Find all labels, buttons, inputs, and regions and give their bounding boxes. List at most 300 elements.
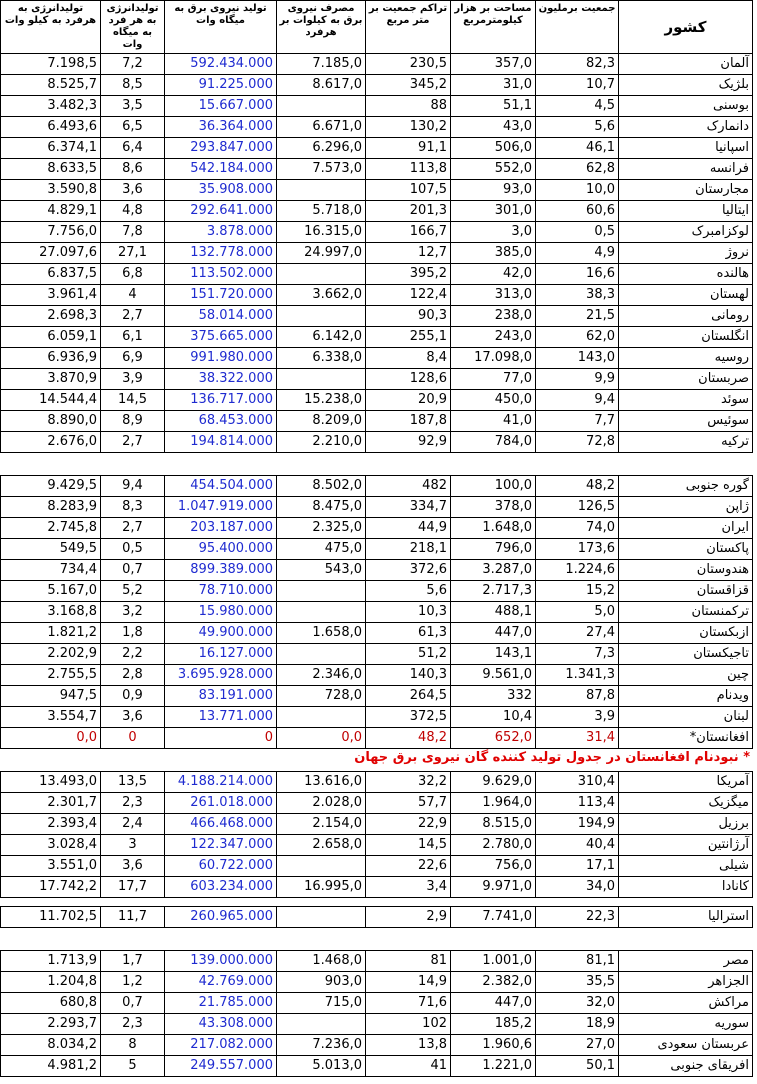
cell-area[interactable]: 1.960,6 [451, 1035, 536, 1056]
cell-area[interactable]: 506,0 [451, 138, 536, 159]
cell-production-mw[interactable]: 21.785.000 [165, 993, 277, 1014]
cell-density[interactable]: 61,3 [366, 623, 451, 644]
cell-population[interactable]: 9,9 [536, 369, 619, 390]
cell-density[interactable]: 10,3 [366, 602, 451, 623]
cell-density[interactable]: 14,5 [366, 835, 451, 856]
cell-population[interactable]: 81,1 [536, 951, 619, 972]
cell-country[interactable]: الجزاهر [619, 972, 753, 993]
cell-per-capita-kwh[interactable]: 734,4 [1, 560, 101, 581]
cell-per-capita-kwh[interactable]: 5.167,0 [1, 581, 101, 602]
cell-per-capita-kwh[interactable]: 6.837,5 [1, 264, 101, 285]
cell-per-capita-kwh[interactable]: 2.698,3 [1, 306, 101, 327]
cell-area[interactable]: 185,2 [451, 1014, 536, 1035]
cell-production-mw[interactable]: 292.641.000 [165, 201, 277, 222]
cell-per-capita-kwh[interactable]: 4.981,2 [1, 1056, 101, 1077]
cell-population[interactable]: 10,7 [536, 75, 619, 96]
cell-per-capita-mw[interactable]: 6,8 [101, 264, 165, 285]
cell-consumption-kwh[interactable]: 2.325,0 [277, 518, 366, 539]
cell-area[interactable]: 378,0 [451, 497, 536, 518]
cell-per-capita-kwh[interactable]: 2.393,4 [1, 814, 101, 835]
cell-per-capita-kwh[interactable]: 8.633,5 [1, 159, 101, 180]
cell-country[interactable]: استرالیا [619, 907, 753, 928]
cell-area[interactable]: 1.648,0 [451, 518, 536, 539]
cell-density[interactable]: 102 [366, 1014, 451, 1035]
cell-per-capita-kwh[interactable]: 6.059,1 [1, 327, 101, 348]
cell-per-capita-kwh[interactable]: 2.755,5 [1, 665, 101, 686]
cell-population[interactable]: 27,4 [536, 623, 619, 644]
cell-per-capita-mw[interactable]: 6,9 [101, 348, 165, 369]
cell-population[interactable]: 72,8 [536, 432, 619, 453]
cell-country[interactable]: سوئد [619, 390, 753, 411]
cell-area[interactable]: 93,0 [451, 180, 536, 201]
cell-production-mw[interactable]: 49.900.000 [165, 623, 277, 644]
cell-country[interactable]: گوره جنوبی [619, 476, 753, 497]
cell-density[interactable]: 140,3 [366, 665, 451, 686]
cell-per-capita-mw[interactable]: 5,2 [101, 581, 165, 602]
cell-population[interactable]: 82,3 [536, 54, 619, 75]
cell-area[interactable]: 301,0 [451, 201, 536, 222]
cell-per-capita-mw[interactable]: 17,7 [101, 877, 165, 898]
cell-consumption-kwh[interactable] [277, 180, 366, 201]
cell-area[interactable]: 2.717,3 [451, 581, 536, 602]
cell-per-capita-kwh[interactable]: 4.829,1 [1, 201, 101, 222]
cell-density[interactable]: 41 [366, 1056, 451, 1077]
cell-population[interactable]: 310,4 [536, 772, 619, 793]
cell-country[interactable]: رومانی [619, 306, 753, 327]
cell-consumption-kwh[interactable] [277, 369, 366, 390]
cell-production-mw[interactable]: 1.047.919.000 [165, 497, 277, 518]
cell-per-capita-kwh[interactable]: 11.702,5 [1, 907, 101, 928]
cell-per-capita-mw[interactable]: 3,2 [101, 602, 165, 623]
cell-production-mw[interactable]: 3.695.928.000 [165, 665, 277, 686]
cell-consumption-kwh[interactable]: 2.658,0 [277, 835, 366, 856]
cell-country[interactable]: بوسنی [619, 96, 753, 117]
cell-per-capita-mw[interactable]: 8,9 [101, 411, 165, 432]
cell-population[interactable]: 4,9 [536, 243, 619, 264]
cell-country[interactable]: فرانسه [619, 159, 753, 180]
cell-per-capita-kwh[interactable]: 1.821,2 [1, 623, 101, 644]
cell-production-mw[interactable]: 375.665.000 [165, 327, 277, 348]
cell-density[interactable]: 71,6 [366, 993, 451, 1014]
cell-country[interactable]: ترکیه [619, 432, 753, 453]
cell-per-capita-mw[interactable]: 0,9 [101, 686, 165, 707]
cell-density[interactable]: 218,1 [366, 539, 451, 560]
cell-production-mw[interactable]: 122.347.000 [165, 835, 277, 856]
cell-country[interactable]: آمریکا [619, 772, 753, 793]
cell-country[interactable]: سوئیس [619, 411, 753, 432]
cell-production-mw[interactable]: 603.234.000 [165, 877, 277, 898]
cell-country[interactable]: چین [619, 665, 753, 686]
cell-consumption-kwh[interactable]: 2.346,0 [277, 665, 366, 686]
cell-production-mw[interactable]: 68.453.000 [165, 411, 277, 432]
cell-population[interactable]: 4,5 [536, 96, 619, 117]
cell-population[interactable]: 46,1 [536, 138, 619, 159]
cell-density[interactable]: 13,8 [366, 1035, 451, 1056]
cell-per-capita-mw[interactable]: 8 [101, 1035, 165, 1056]
cell-density[interactable]: 3,4 [366, 877, 451, 898]
cell-per-capita-kwh[interactable]: 7.198,5 [1, 54, 101, 75]
cell-population[interactable]: 22,3 [536, 907, 619, 928]
cell-production-mw[interactable]: 249.557.000 [165, 1056, 277, 1077]
cell-area[interactable]: 3.287,0 [451, 560, 536, 581]
cell-country[interactable]: انگلستان [619, 327, 753, 348]
cell-per-capita-kwh[interactable]: 3.551,0 [1, 856, 101, 877]
cell-production-mw[interactable]: 217.082.000 [165, 1035, 277, 1056]
cell-population[interactable]: 34,0 [536, 877, 619, 898]
cell-density[interactable]: 201,3 [366, 201, 451, 222]
cell-density[interactable]: 122,4 [366, 285, 451, 306]
cell-per-capita-mw[interactable]: 2,7 [101, 518, 165, 539]
cell-production-mw[interactable]: 35.908.000 [165, 180, 277, 201]
cell-population[interactable]: 21,5 [536, 306, 619, 327]
cell-area[interactable]: 332 [451, 686, 536, 707]
cell-consumption-kwh[interactable]: 2.210,0 [277, 432, 366, 453]
cell-production-mw[interactable]: 43.308.000 [165, 1014, 277, 1035]
cell-consumption-kwh[interactable]: 8.475,0 [277, 497, 366, 518]
cell-population[interactable]: 62,8 [536, 159, 619, 180]
cell-consumption-kwh[interactable]: 2.154,0 [277, 814, 366, 835]
cell-area[interactable]: 2.780,0 [451, 835, 536, 856]
cell-area[interactable]: 9.561,0 [451, 665, 536, 686]
cell-per-capita-mw[interactable]: 2,7 [101, 306, 165, 327]
cell-population[interactable]: 7,3 [536, 644, 619, 665]
cell-production-mw[interactable]: 3.878.000 [165, 222, 277, 243]
cell-consumption-kwh[interactable] [277, 644, 366, 665]
cell-population[interactable]: 1.341,3 [536, 665, 619, 686]
cell-country[interactable]: آرژانتین [619, 835, 753, 856]
cell-per-capita-kwh[interactable]: 6.493,6 [1, 117, 101, 138]
cell-country[interactable]: مجارستان [619, 180, 753, 201]
cell-per-capita-kwh[interactable]: 3.168,8 [1, 602, 101, 623]
cell-country[interactable]: ایران [619, 518, 753, 539]
cell-consumption-kwh[interactable]: 5.013,0 [277, 1056, 366, 1077]
cell-production-mw[interactable]: 261.018.000 [165, 793, 277, 814]
cell-per-capita-mw[interactable]: 8,3 [101, 497, 165, 518]
cell-area[interactable]: 43,0 [451, 117, 536, 138]
cell-population[interactable]: 60,6 [536, 201, 619, 222]
cell-consumption-kwh[interactable]: 543,0 [277, 560, 366, 581]
cell-density[interactable]: 8,4 [366, 348, 451, 369]
cell-density[interactable]: 255,1 [366, 327, 451, 348]
cell-country[interactable]: برزیل [619, 814, 753, 835]
cell-consumption-kwh[interactable]: 6.671,0 [277, 117, 366, 138]
cell-consumption-kwh[interactable] [277, 581, 366, 602]
cell-density[interactable]: 130,2 [366, 117, 451, 138]
cell-country[interactable]: سوریه [619, 1014, 753, 1035]
cell-consumption-kwh[interactable] [277, 856, 366, 877]
cell-population[interactable]: 5,6 [536, 117, 619, 138]
cell-production-mw[interactable]: 36.364.000 [165, 117, 277, 138]
cell-country[interactable]: نروژ [619, 243, 753, 264]
cell-consumption-kwh[interactable]: 475,0 [277, 539, 366, 560]
cell-production-mw[interactable]: 13.771.000 [165, 707, 277, 728]
cell-density[interactable]: 90,3 [366, 306, 451, 327]
cell-density[interactable]: 113,8 [366, 159, 451, 180]
cell-per-capita-kwh[interactable]: 2.676,0 [1, 432, 101, 453]
cell-consumption-kwh[interactable]: 8.502,0 [277, 476, 366, 497]
cell-density[interactable]: 230,5 [366, 54, 451, 75]
cell-production-mw[interactable]: 293.847.000 [165, 138, 277, 159]
cell-density[interactable]: 44,9 [366, 518, 451, 539]
cell-per-capita-kwh[interactable]: 13.493,0 [1, 772, 101, 793]
cell-per-capita-mw[interactable]: 3,6 [101, 707, 165, 728]
cell-area[interactable]: 447,0 [451, 993, 536, 1014]
cell-production-mw[interactable]: 466.468.000 [165, 814, 277, 835]
cell-area[interactable]: 42,0 [451, 264, 536, 285]
cell-consumption-kwh[interactable]: 16.995,0 [277, 877, 366, 898]
cell-production-mw[interactable]: 15.980.000 [165, 602, 277, 623]
cell-consumption-kwh[interactable] [277, 306, 366, 327]
cell-population[interactable]: 113,4 [536, 793, 619, 814]
cell-area[interactable]: 313,0 [451, 285, 536, 306]
cell-consumption-kwh[interactable]: 2.028,0 [277, 793, 366, 814]
cell-consumption-kwh[interactable]: 15.238,0 [277, 390, 366, 411]
cell-area[interactable]: 10,4 [451, 707, 536, 728]
cell-consumption-kwh[interactable]: 0,0 [277, 728, 366, 749]
cell-density[interactable]: 482 [366, 476, 451, 497]
cell-per-capita-mw[interactable]: 1,8 [101, 623, 165, 644]
cell-per-capita-mw[interactable]: 5 [101, 1056, 165, 1077]
cell-production-mw[interactable]: 203.187.000 [165, 518, 277, 539]
cell-per-capita-mw[interactable]: 4 [101, 285, 165, 306]
cell-density[interactable]: 395,2 [366, 264, 451, 285]
cell-density[interactable]: 264,5 [366, 686, 451, 707]
cell-production-mw[interactable]: 4.188.214.000 [165, 772, 277, 793]
cell-per-capita-mw[interactable]: 6,1 [101, 327, 165, 348]
cell-density[interactable]: 166,7 [366, 222, 451, 243]
cell-production-mw[interactable]: 454.504.000 [165, 476, 277, 497]
cell-per-capita-kwh[interactable]: 3.870,9 [1, 369, 101, 390]
cell-per-capita-mw[interactable]: 3,6 [101, 856, 165, 877]
cell-production-mw[interactable]: 58.014.000 [165, 306, 277, 327]
cell-area[interactable]: 238,0 [451, 306, 536, 327]
cell-production-mw[interactable]: 991.980.000 [165, 348, 277, 369]
cell-production-mw[interactable]: 91.225.000 [165, 75, 277, 96]
cell-consumption-kwh[interactable]: 8.617,0 [277, 75, 366, 96]
cell-per-capita-mw[interactable]: 2,7 [101, 432, 165, 453]
cell-per-capita-mw[interactable]: 8,6 [101, 159, 165, 180]
cell-country[interactable]: لهستان [619, 285, 753, 306]
cell-consumption-kwh[interactable] [277, 96, 366, 117]
cell-density[interactable]: 345,2 [366, 75, 451, 96]
cell-per-capita-kwh[interactable]: 3.554,7 [1, 707, 101, 728]
cell-per-capita-kwh[interactable]: 2.301,7 [1, 793, 101, 814]
cell-country[interactable]: روسیه [619, 348, 753, 369]
cell-area[interactable]: 8.515,0 [451, 814, 536, 835]
cell-population[interactable]: 35,5 [536, 972, 619, 993]
cell-per-capita-mw[interactable]: 8,5 [101, 75, 165, 96]
cell-production-mw[interactable]: 136.717.000 [165, 390, 277, 411]
cell-country[interactable]: ژاپن [619, 497, 753, 518]
cell-per-capita-kwh[interactable]: 9.429,5 [1, 476, 101, 497]
cell-production-mw[interactable]: 60.722.000 [165, 856, 277, 877]
cell-country[interactable]: هندوستان [619, 560, 753, 581]
cell-production-mw[interactable]: 15.667.000 [165, 96, 277, 117]
cell-density[interactable]: 14,9 [366, 972, 451, 993]
cell-consumption-kwh[interactable]: 903,0 [277, 972, 366, 993]
cell-per-capita-mw[interactable]: 11,7 [101, 907, 165, 928]
cell-production-mw[interactable]: 194.814.000 [165, 432, 277, 453]
cell-area[interactable]: 552,0 [451, 159, 536, 180]
cell-production-mw[interactable]: 132.778.000 [165, 243, 277, 264]
cell-density[interactable]: 22,9 [366, 814, 451, 835]
cell-production-mw[interactable]: 899.389.000 [165, 560, 277, 581]
cell-per-capita-mw[interactable]: 2,3 [101, 1014, 165, 1035]
cell-per-capita-mw[interactable]: 6,4 [101, 138, 165, 159]
cell-consumption-kwh[interactable]: 1.658,0 [277, 623, 366, 644]
cell-population[interactable]: 17,1 [536, 856, 619, 877]
cell-country[interactable]: لبنان [619, 707, 753, 728]
cell-area[interactable]: 143,1 [451, 644, 536, 665]
cell-country[interactable]: قزاقستان [619, 581, 753, 602]
cell-country[interactable]: ترکمنستان [619, 602, 753, 623]
cell-population[interactable]: 32,0 [536, 993, 619, 1014]
cell-area[interactable]: 77,0 [451, 369, 536, 390]
cell-country[interactable]: شیلی [619, 856, 753, 877]
cell-production-mw[interactable]: 592.434.000 [165, 54, 277, 75]
cell-country[interactable]: عربستان سعودی [619, 1035, 753, 1056]
cell-area[interactable]: 447,0 [451, 623, 536, 644]
cell-country[interactable]: افغانستان* [619, 728, 753, 749]
cell-production-mw[interactable]: 42.769.000 [165, 972, 277, 993]
cell-per-capita-kwh[interactable]: 1.713,9 [1, 951, 101, 972]
cell-consumption-kwh[interactable]: 6.296,0 [277, 138, 366, 159]
cell-per-capita-mw[interactable]: 0,5 [101, 539, 165, 560]
cell-area[interactable]: 9.971,0 [451, 877, 536, 898]
cell-per-capita-kwh[interactable]: 8.283,9 [1, 497, 101, 518]
cell-density[interactable]: 12,7 [366, 243, 451, 264]
cell-production-mw[interactable]: 151.720.000 [165, 285, 277, 306]
cell-consumption-kwh[interactable]: 5.718,0 [277, 201, 366, 222]
cell-population[interactable]: 0,5 [536, 222, 619, 243]
cell-area[interactable]: 1.001,0 [451, 951, 536, 972]
cell-consumption-kwh[interactable]: 3.662,0 [277, 285, 366, 306]
cell-per-capita-kwh[interactable]: 0,0 [1, 728, 101, 749]
cell-per-capita-kwh[interactable]: 3.482,3 [1, 96, 101, 117]
cell-country[interactable]: اسپانیا [619, 138, 753, 159]
cell-density[interactable]: 81 [366, 951, 451, 972]
cell-population[interactable]: 18,9 [536, 1014, 619, 1035]
cell-consumption-kwh[interactable]: 6.142,0 [277, 327, 366, 348]
cell-country[interactable]: بلژیک [619, 75, 753, 96]
cell-country[interactable]: ازبکستان [619, 623, 753, 644]
cell-area[interactable]: 1.964,0 [451, 793, 536, 814]
cell-density[interactable]: 372,5 [366, 707, 451, 728]
cell-area[interactable]: 41,0 [451, 411, 536, 432]
cell-population[interactable]: 62,0 [536, 327, 619, 348]
cell-area[interactable]: 784,0 [451, 432, 536, 453]
cell-per-capita-mw[interactable]: 2,8 [101, 665, 165, 686]
cell-consumption-kwh[interactable] [277, 602, 366, 623]
cell-per-capita-kwh[interactable]: 947,5 [1, 686, 101, 707]
cell-area[interactable]: 357,0 [451, 54, 536, 75]
cell-per-capita-mw[interactable]: 0 [101, 728, 165, 749]
cell-country[interactable]: پاکستان [619, 539, 753, 560]
cell-density[interactable]: 48,2 [366, 728, 451, 749]
cell-population[interactable]: 10,0 [536, 180, 619, 201]
cell-per-capita-kwh[interactable]: 680,8 [1, 993, 101, 1014]
cell-production-mw[interactable]: 139.000.000 [165, 951, 277, 972]
cell-area[interactable]: 385,0 [451, 243, 536, 264]
cell-production-mw[interactable]: 38.322.000 [165, 369, 277, 390]
cell-consumption-kwh[interactable]: 1.468,0 [277, 951, 366, 972]
cell-country[interactable]: لوکزامبرک [619, 222, 753, 243]
cell-density[interactable]: 187,8 [366, 411, 451, 432]
cell-per-capita-mw[interactable]: 4,8 [101, 201, 165, 222]
cell-consumption-kwh[interactable]: 7.573,0 [277, 159, 366, 180]
cell-per-capita-mw[interactable]: 7,2 [101, 54, 165, 75]
cell-per-capita-mw[interactable]: 27,1 [101, 243, 165, 264]
cell-per-capita-mw[interactable]: 9,4 [101, 476, 165, 497]
cell-population[interactable]: 194,9 [536, 814, 619, 835]
cell-population[interactable]: 27,0 [536, 1035, 619, 1056]
cell-area[interactable]: 7.741,0 [451, 907, 536, 928]
cell-per-capita-kwh[interactable]: 549,5 [1, 539, 101, 560]
cell-production-mw[interactable]: 0 [165, 728, 277, 749]
cell-country[interactable]: تاجیکستان [619, 644, 753, 665]
cell-area[interactable]: 17.098,0 [451, 348, 536, 369]
cell-population[interactable]: 15,2 [536, 581, 619, 602]
cell-per-capita-mw[interactable]: 3,6 [101, 180, 165, 201]
cell-country[interactable]: آلمان [619, 54, 753, 75]
cell-consumption-kwh[interactable]: 715,0 [277, 993, 366, 1014]
cell-country[interactable]: ویدنام [619, 686, 753, 707]
cell-population[interactable]: 7,7 [536, 411, 619, 432]
cell-consumption-kwh[interactable]: 24.997,0 [277, 243, 366, 264]
cell-population[interactable]: 126,5 [536, 497, 619, 518]
cell-density[interactable]: 91,1 [366, 138, 451, 159]
cell-area[interactable]: 9.629,0 [451, 772, 536, 793]
cell-area[interactable]: 3,0 [451, 222, 536, 243]
cell-per-capita-kwh[interactable]: 3.590,8 [1, 180, 101, 201]
cell-population[interactable]: 50,1 [536, 1056, 619, 1077]
cell-consumption-kwh[interactable]: 6.338,0 [277, 348, 366, 369]
cell-population[interactable]: 5,0 [536, 602, 619, 623]
cell-consumption-kwh[interactable] [277, 707, 366, 728]
cell-area[interactable]: 31,0 [451, 75, 536, 96]
cell-density[interactable]: 92,9 [366, 432, 451, 453]
cell-production-mw[interactable]: 83.191.000 [165, 686, 277, 707]
cell-per-capita-mw[interactable]: 3 [101, 835, 165, 856]
cell-per-capita-mw[interactable]: 2,3 [101, 793, 165, 814]
cell-population[interactable]: 87,8 [536, 686, 619, 707]
cell-density[interactable]: 51,2 [366, 644, 451, 665]
cell-country[interactable]: هالنده [619, 264, 753, 285]
cell-consumption-kwh[interactable]: 13.616,0 [277, 772, 366, 793]
cell-population[interactable]: 1.224,6 [536, 560, 619, 581]
cell-population[interactable]: 173,6 [536, 539, 619, 560]
cell-production-mw[interactable]: 78.710.000 [165, 581, 277, 602]
cell-consumption-kwh[interactable]: 16.315,0 [277, 222, 366, 243]
cell-population[interactable]: 16,6 [536, 264, 619, 285]
cell-per-capita-kwh[interactable]: 7.756,0 [1, 222, 101, 243]
cell-density[interactable]: 88 [366, 96, 451, 117]
cell-production-mw[interactable]: 113.502.000 [165, 264, 277, 285]
cell-area[interactable]: 488,1 [451, 602, 536, 623]
cell-per-capita-mw[interactable]: 2,2 [101, 644, 165, 665]
cell-population[interactable]: 74,0 [536, 518, 619, 539]
cell-per-capita-kwh[interactable]: 3.028,4 [1, 835, 101, 856]
cell-per-capita-mw[interactable]: 1,7 [101, 951, 165, 972]
cell-production-mw[interactable]: 16.127.000 [165, 644, 277, 665]
cell-area[interactable]: 2.382,0 [451, 972, 536, 993]
cell-population[interactable]: 31,4 [536, 728, 619, 749]
cell-density[interactable]: 22,6 [366, 856, 451, 877]
cell-per-capita-mw[interactable]: 6,5 [101, 117, 165, 138]
cell-per-capita-kwh[interactable]: 2.202,9 [1, 644, 101, 665]
cell-population[interactable]: 9,4 [536, 390, 619, 411]
cell-area[interactable]: 796,0 [451, 539, 536, 560]
